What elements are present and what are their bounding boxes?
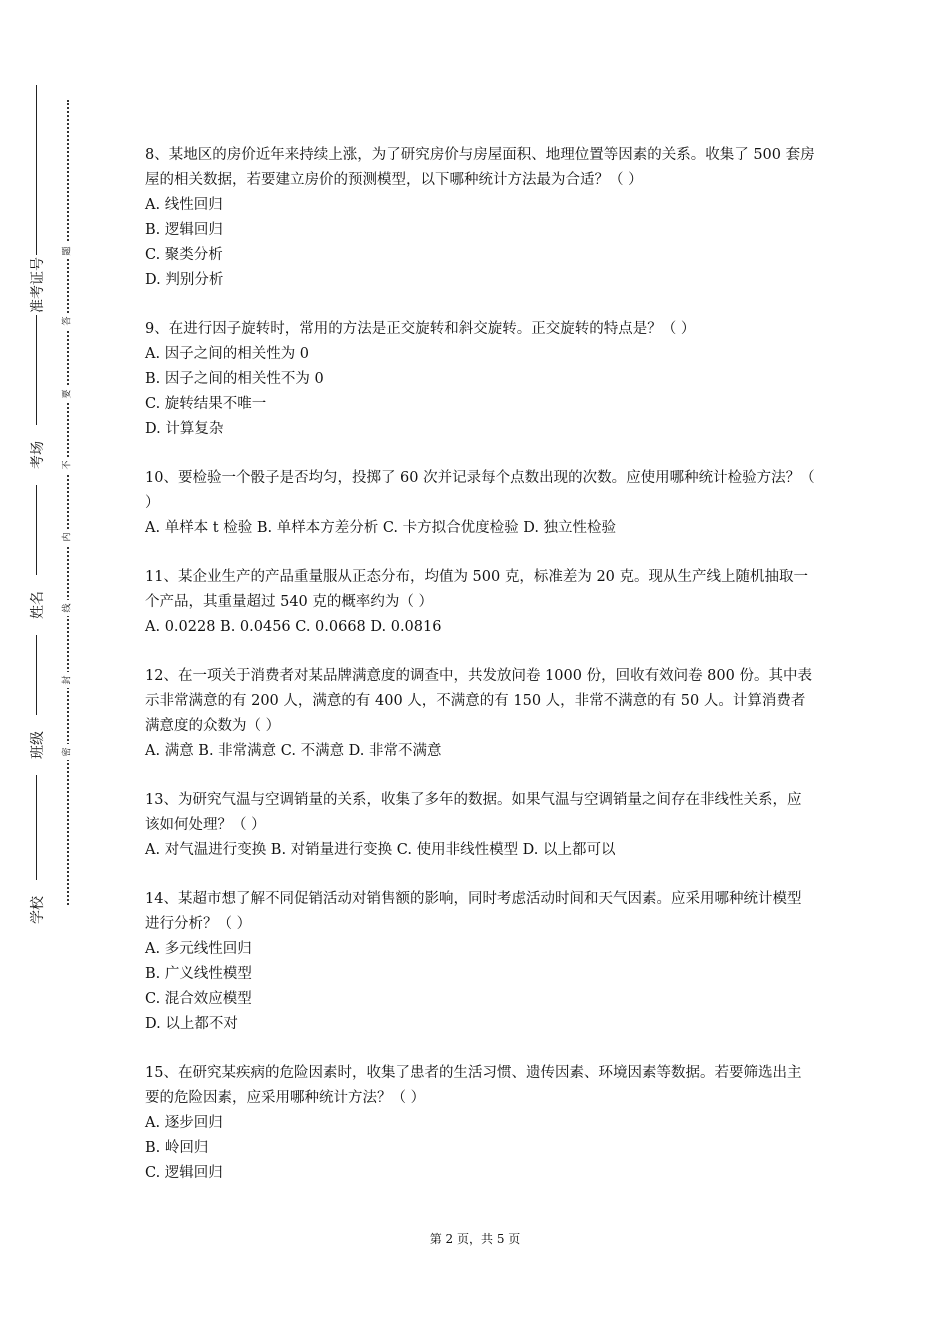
option-b: B. 逻辑回归	[145, 222, 223, 238]
question-stem: 10、要检验一个骰子是否均匀，投掷了 60 次并记录每个点数出现的次数。应使用哪种统计检验方法？（ ）	[145, 470, 820, 511]
option-a: A. 因子之间的相关性为 0	[145, 346, 310, 362]
question-stem: 11、某企业生产的产品重量服从正态分布，均值为 500 克，标准差为 20 克。现从生产线上随机抽取一个产品，其重量超过 540 克的概率约为（ ）	[145, 569, 809, 610]
page-footer: 第 2 页，共 5 页	[429, 1232, 521, 1246]
label-name: 姓名	[26, 575, 48, 635]
option-d: D. 以上都不对	[145, 1016, 238, 1032]
option-a: A. 多元线性回归	[145, 941, 252, 957]
options-line: A. 对气温进行变换 B. 对销量进行变换 C. 使用非线性模型 D. 以上都可以	[145, 842, 616, 858]
binding-margin	[0, 0, 90, 1344]
seal-char: 答	[60, 313, 76, 329]
binding-solid-line	[36, 85, 37, 915]
option-c: C. 聚类分析	[145, 247, 223, 263]
question-stem: 9、在进行因子旋转时，常用的方法是正交旋转和斜交旋转。正交旋转的特点是？（ ）	[145, 321, 696, 337]
option-a: A. 线性回归	[145, 197, 223, 213]
seal-char: 题	[60, 243, 76, 259]
question-11	[145, 565, 815, 640]
seal-char: 要	[60, 386, 76, 402]
question-9	[145, 317, 815, 442]
question-stem: 14、某超市想了解不同促销活动对销售额的影响，同时考虑活动时间和天气因素。应采用哪种统计模型进行分析？（ ）	[145, 891, 802, 932]
option-d: D. 计算复杂	[145, 421, 224, 437]
question-stem: 15、在研究某疾病的危险因素时，收集了患者的生活习惯、遗传因素、环境因素等数据。若要筛选出主要的危险因素，应采用哪种统计方法？（ ）	[145, 1065, 802, 1106]
question-15	[145, 1061, 815, 1186]
question-stem: 12、在一项关于消费者对某品牌满意度的调查中，共发放问卷 1000 份，回收有效问卷 800 份。其中表示非常满意的有 200 人，满意的有 400 人，不满意的有 150 人，非常不满意的有 50 人。计算消费者满意度的众数为（ ）	[145, 668, 812, 734]
label-exam-room: 考场	[26, 425, 48, 485]
seal-char: 不	[60, 457, 76, 473]
options-line: A. 0.0228 B. 0.0456 C. 0.0668 D. 0.0816	[145, 619, 442, 635]
option-b: B. 广义线性模型	[145, 966, 252, 982]
options-line: A. 满意 B. 非常满意 C. 不满意 D. 非常不满意	[145, 743, 442, 759]
option-d: D. 判别分析	[145, 272, 224, 288]
question-13	[145, 788, 815, 863]
question-8	[145, 143, 815, 293]
label-exam-number: 准考证号	[26, 255, 48, 315]
seal-char: 线	[60, 600, 76, 616]
seal-char: 内	[60, 529, 76, 545]
option-b: B. 因子之间的相关性不为 0	[145, 371, 324, 387]
seal-char: 密	[60, 744, 76, 760]
option-c: C. 逻辑回归	[145, 1165, 223, 1181]
questions-content	[145, 143, 820, 1210]
question-12	[145, 664, 815, 764]
options-line: A. 单样本 t 检验 B. 单样本方差分析 C. 卡方拟合优度检验 D. 独立性检验	[145, 520, 617, 536]
question-10	[145, 466, 820, 541]
label-class: 班级	[26, 715, 48, 775]
option-b: B. 岭回归	[145, 1140, 209, 1156]
option-c: C. 旋转结果不唯一	[145, 396, 267, 412]
question-stem: 13、为研究气温与空调销量的关系，收集了多年的数据。如果气温与空调销量之间存在非线性关系，应该如何处理？（ ）	[145, 792, 802, 833]
question-14	[145, 887, 815, 1037]
option-a: A. 逐步回归	[145, 1115, 223, 1131]
question-stem: 8、某地区的房价近年来持续上涨，为了研究房价与房屋面积、地理位置等因素的关系。收集了 500 套房屋的相关数据，若要建立房价的预测模型，以下哪种统计方法最为合适？（ ）	[145, 147, 815, 188]
seal-char: 封	[60, 672, 76, 688]
label-school: 学校	[26, 880, 48, 940]
binding-dotted-line	[67, 100, 69, 905]
option-c: C. 混合效应模型	[145, 991, 252, 1007]
